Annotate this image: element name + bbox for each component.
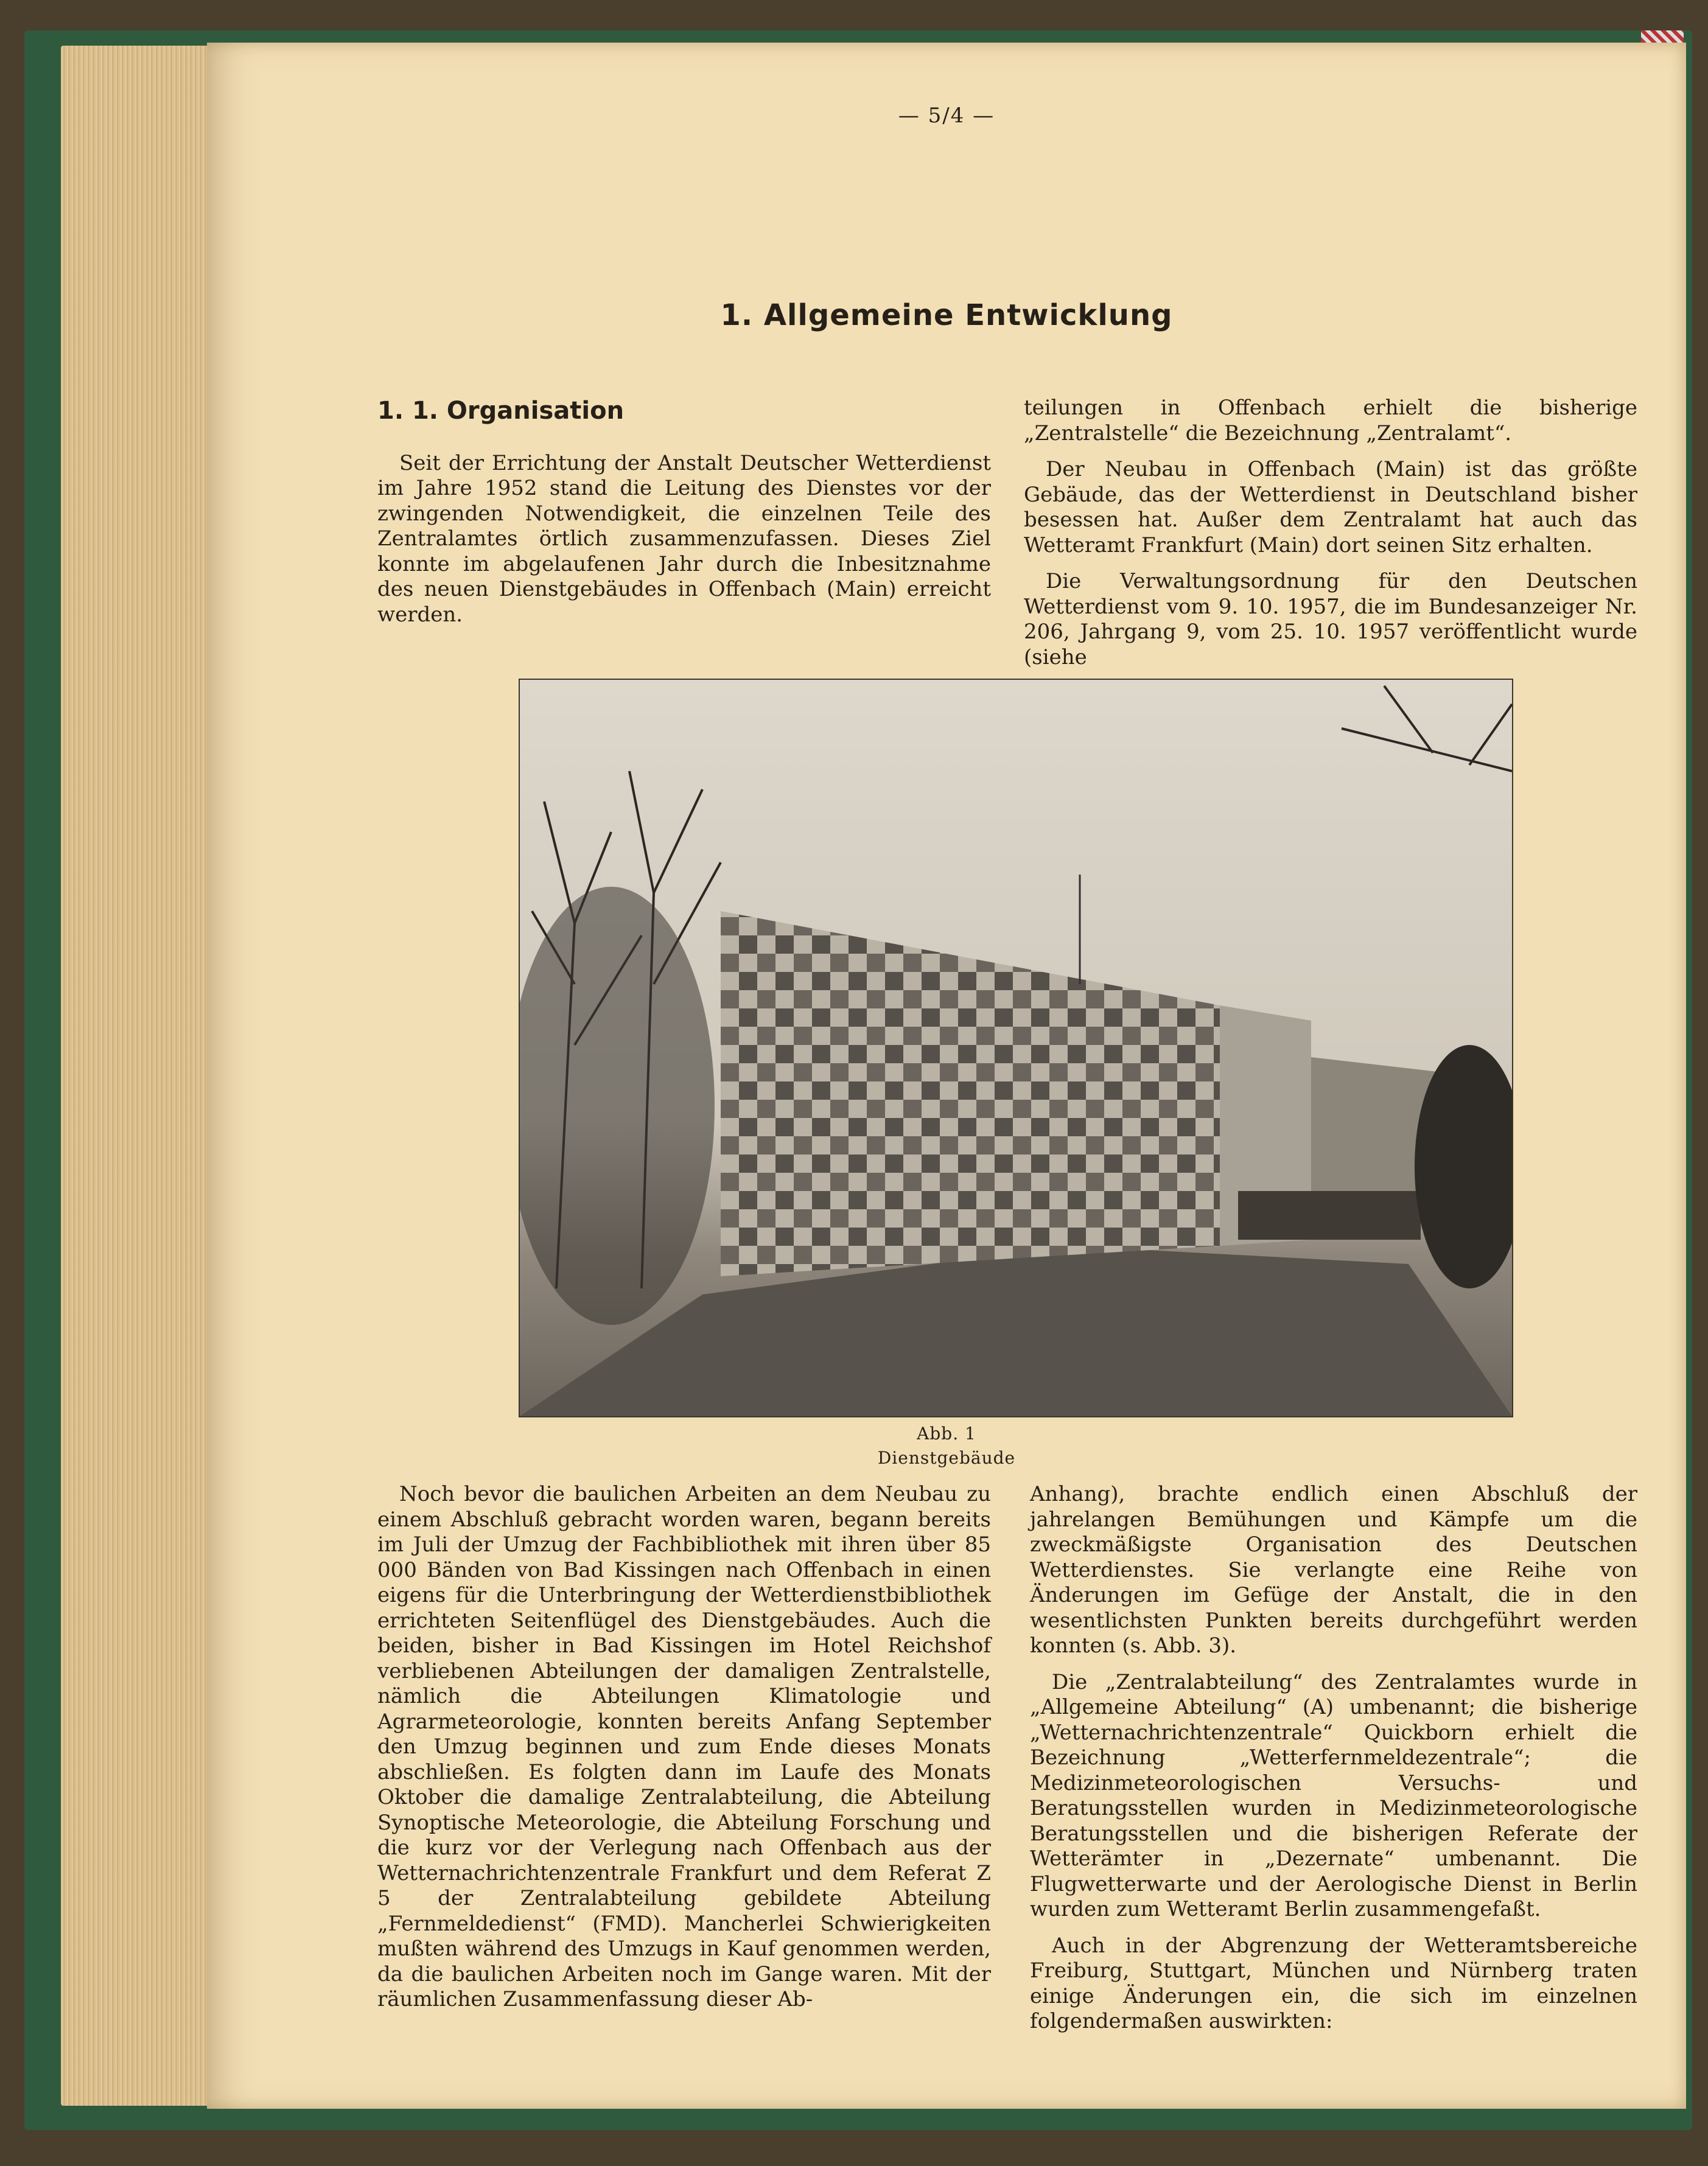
paragraph: Der Neubau in Offenbach (Main) ist das größte Gebäude, das der Wetterdienst in Deutschland bisher besessen hat. Außer dem Zentralamt hat auch das Wetteramt Frankfurt (Main) dort seinen Sitz erhalten.	[1024, 457, 1637, 557]
figure-caption	[207, 1422, 1686, 1470]
building-photo	[519, 679, 1513, 1417]
paragraph: teilungen in Offenbach erhielt die bisherige „Zentralstelle“ die Bezeichnung „Zentralamt“.	[1024, 396, 1637, 445]
paragraph: Anhang), brachte endlich einen Abschluß der jahrelangen Bemühungen und Kämpfe um die zweckmäßigste Organisation des Deutschen Wetterdienstes. Sie verlangte eine Reihe von Änderungen im Gefüge der Anstalt, die in den wesentlichsten Punkten bereits durchgeführt werden konnten (s. Abb. 3).	[1030, 1482, 1637, 1658]
building-illustration	[520, 680, 1512, 1416]
page-number: — 5/4 —	[898, 103, 995, 128]
entrance	[1238, 1191, 1421, 1240]
bottom-left-column	[377, 1482, 991, 2024]
book-page	[207, 43, 1686, 2109]
paragraph: Auch in der Abgrenzung der Wetteramtsbereiche Freiburg, Stuttgart, München und Nürnberg traten einige Änderungen ein, die sich im einzelnen folgendermaßen auswirkten:	[1030, 1933, 1637, 2033]
building-facade	[721, 911, 1220, 1276]
section-title: 1. Allgemeine Entwicklung	[720, 298, 1173, 332]
paragraph: Die „Zentralabteilung“ des Zentralamtes wurde in „Allgemeine Abteilung“ (A) umbenannt; die bisherige „Wetternachrichtenzentrale“ Quickborn erhielt die Bezeichnung „Wetterfernmeldezentrale“; die Medizinmeteorologischen Versuchs- und Beratungsstellen wurden in Medizinmeteorologische Beratungsstellen und die bisherigen Referate der Wetterämter in „Dezernate“ umbenannt. Die Flugwetterwarte und der Aerologische Dienst in Berlin wurden zum Wetteramt Berlin zusammengefaßt.	[1030, 1669, 1637, 1921]
paragraph: Seit der Errichtung der Anstalt Deutscher Wetterdienst im Jahre 1952 stand die Leitung des Dienstes vor der zwingenden Notwendigkeit, die einzelnen Teile des Zentralamtes örtlich zusammenzufassen. Dieses Ziel konnte im abgelaufenen Jahr durch die Inbesitznahme des neuen Dienstgebäudes in Offenbach (Main) erreicht werden.	[377, 450, 991, 627]
figure-caption-text: Dienstgebäude	[877, 1448, 1016, 1468]
figure-label: Abb. 1	[917, 1424, 976, 1444]
top-right-column	[1024, 396, 1637, 681]
top-left-column	[377, 399, 991, 638]
tree-canopy-left	[520, 887, 715, 1325]
paragraph: Die Verwaltungsordnung für den Deutschen Wetterdienst vom 9. 10. 1957, die im Bundesanzeiger Nr. 206, Jahrgang 9, vom 25. 10. 1957 veröffentlicht wurde (siehe	[1024, 569, 1637, 669]
page-stack-edge	[61, 46, 219, 2106]
subsection-title: 1. 1. Organisation	[377, 397, 625, 425]
bottom-right-column	[1030, 1482, 1637, 2045]
paragraph: Noch bevor die baulichen Arbeiten an dem Neubau zu einem Abschluß gebracht worden waren, begann bereits im Juli der Umzug der Fachbibliothek mit ihren über 85 000 Bänden von Bad Kissingen nach Offenbach in einen eigens für die Unterbringung der Wetterdienstbibliothek errichteten Seitenflügel des Dienstgebäudes. Auch die beiden, bisher in Bad Kissingen im Hotel Reichshof verbliebenen Abteilungen der damaligen Zentralstelle, nämlich die Abteilungen Klimatologie und Agrarmeteorologie, konnten bereits Anfang September den Umzug beginnen und zum Ende dieses Monats abschließen. Es folgten dann im Laufe des Monats Oktober die damalige Zentralabteilung, die Abteilung Synoptische Meteorologie, die Abteilung Forschung und die kurz vor der Verlegung nach Offenbach aus der Wetternachrichtenzentrale Frankfurt und dem Referat Z 5 der Zentralabteilung gebildete Abteilung „Fernmeldedienst“ (FMD). Mancherlei Schwierigkeiten mußten während des Umzugs in Kauf genommen werden, da die baulichen Arbeiten noch im Gange waren. Mit der räumlichen Zusammenfassung dieser Ab-	[377, 1482, 991, 2011]
